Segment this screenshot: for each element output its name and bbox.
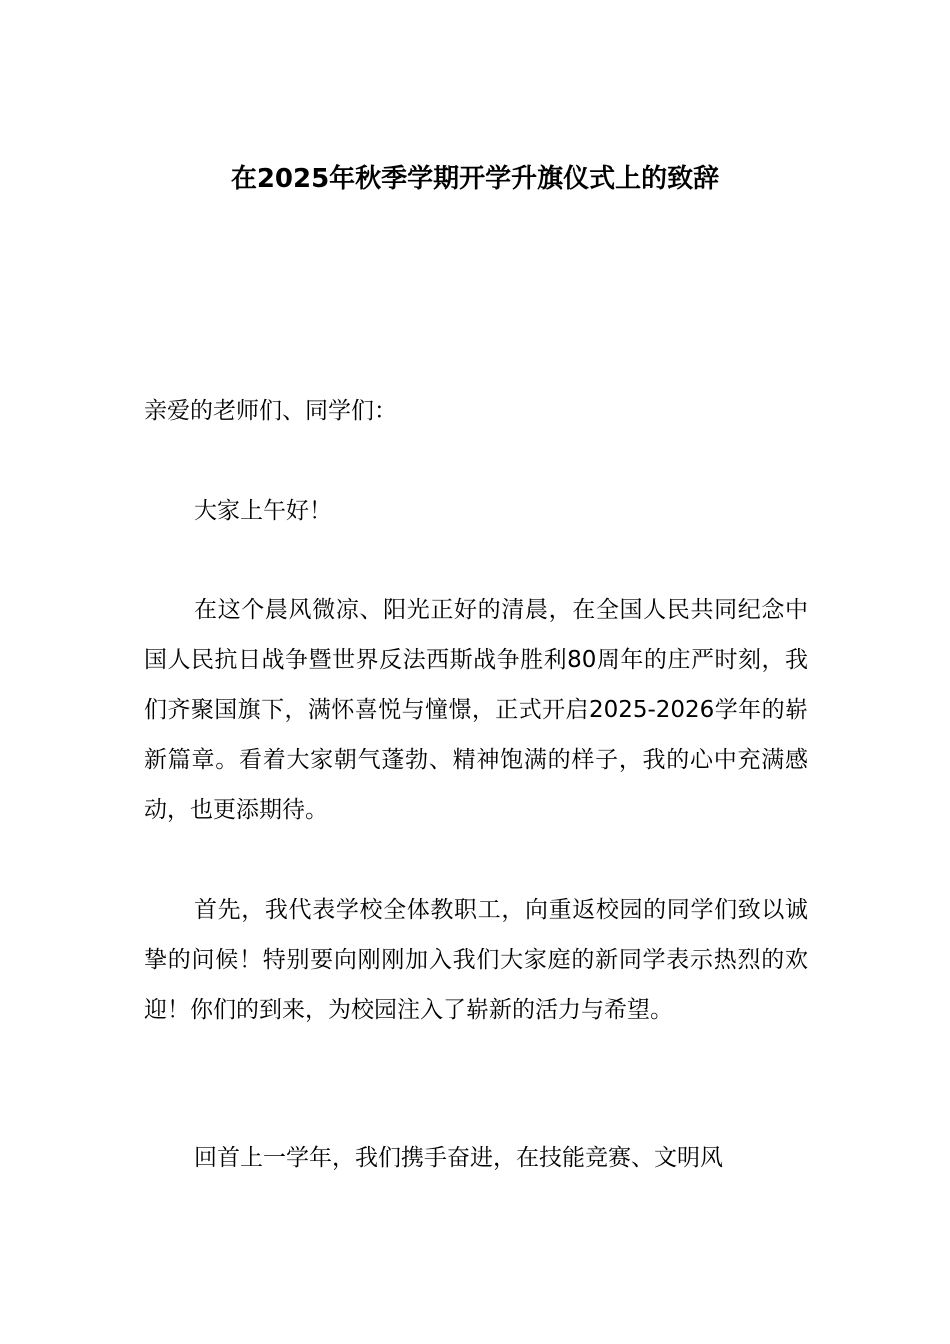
document-title: 在2025年秋季学期开学升旗仪式上的致辞 (230, 164, 720, 194)
salutation: 亲爱的老师们、同学们： (144, 398, 397, 424)
paragraph-review: 回首上一学年，我们携手奋进，在技能竞赛、文明风 (194, 1145, 723, 1171)
paragraph-opening: 在这个晨风微凉、阳光正好的清晨，在全国人民共同纪念中国人民抗日战争暨世界反法西斯战争胜利80周年的庄严时刻，我们齐聚国旗下，满怀喜悦与憧憬，正式开启2025-2026学年的崭新篇章。看着大家朝气蓬勃、精神饱满的样子，我的心中充满感动，也更添期待。 (144, 597, 808, 823)
paragraph-greeting: 大家上午好！ (194, 498, 332, 524)
paragraph-welcome: 首先，我代表学校全体教职工，向重返校园的同学们致以诚挚的问候！特别要向刚刚加入我们大家庭的新同学表示热烈的欢迎！你们的到来，为校园注入了崭新的活力与希望。 (144, 897, 808, 1023)
